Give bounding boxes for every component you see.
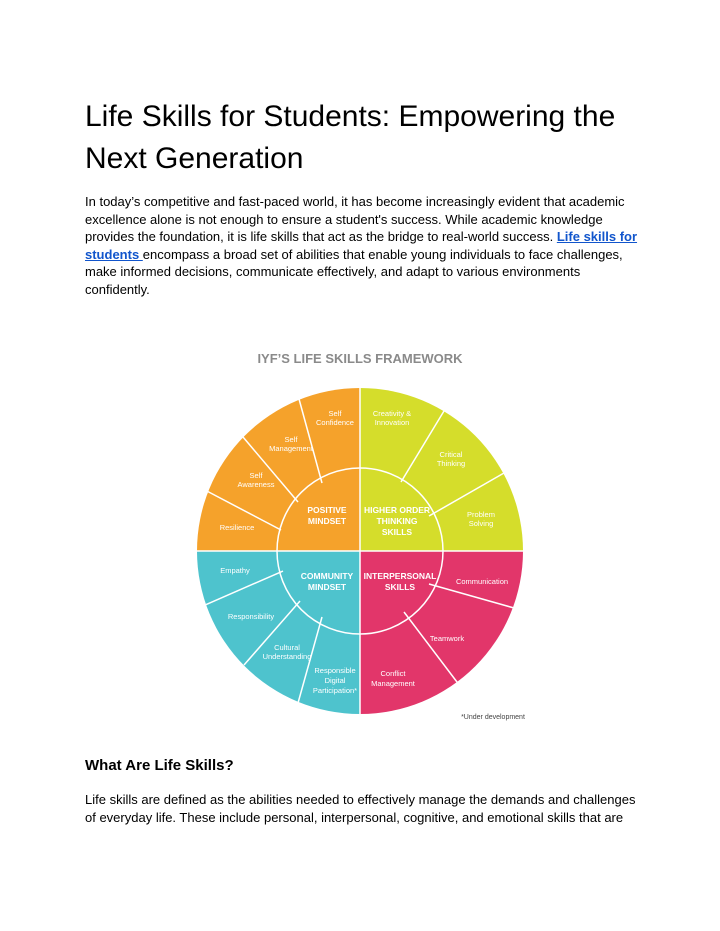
skill-critical-thinking-2: Thinking xyxy=(436,459,466,468)
skill-empathy: Empathy xyxy=(220,566,250,575)
center-community-1: COMMUNITY xyxy=(300,571,354,581)
skill-creativity-1: Creativity & xyxy=(372,409,412,418)
page-title: Life Skills for Students: Empowering the Next Generation xyxy=(85,100,616,175)
center-interpersonal-1: INTERPERSONAL xyxy=(363,571,437,581)
skill-creativity-2: Innovation xyxy=(374,418,410,427)
section-paragraph: Life skills are defined as the abilities needed to effectively manage the demands and challenges of everyday life. These include personal, interpersonal, cognitive, and emotional skills that are xyxy=(85,792,636,825)
life-skills-framework-figure xyxy=(190,340,540,730)
center-positive-1: POSITIVE xyxy=(307,505,347,515)
center-interpersonal-2: SKILLS xyxy=(384,582,416,592)
intro-paragraph xyxy=(85,193,645,298)
skill-self-confidence-2: Confidence xyxy=(316,418,354,427)
skill-self-confidence-1: Self xyxy=(328,409,342,418)
intro-text-before-link: In today’s competitive and fast-paced world, it has become increasingly evident that academic excellence alone is not enough to ensure a student's success. While academic knowledge provides the foundation, it is life skills that act as the bridge to real-world success. xyxy=(85,194,625,244)
skill-critical-thinking-1: Critical xyxy=(439,450,463,459)
framework-title: IYF’S LIFE SKILLS FRAMEWORK xyxy=(257,351,463,366)
center-higher-1: HIGHER ORDER xyxy=(363,505,431,515)
skill-self-management-2: Management xyxy=(269,444,313,453)
skill-cultural-understanding-1: Cultural xyxy=(274,643,300,652)
framework-wheel xyxy=(190,340,540,730)
center-higher-3: SKILLS xyxy=(381,527,413,537)
section-heading: What Are Life Skills? xyxy=(85,757,234,774)
skill-digital-participation-1: Responsible xyxy=(314,666,356,675)
skill-responsibility: Responsibility xyxy=(227,612,275,621)
skill-self-management-1: Self xyxy=(284,435,298,444)
skill-cultural-understanding-2: Understanding xyxy=(262,652,312,661)
skill-self-awareness-1: Self xyxy=(249,471,263,480)
life-skills-link[interactable]: Life skills for students xyxy=(85,229,638,262)
skill-problem-solving-1: Problem xyxy=(467,510,495,519)
skill-conflict-management-1: Conflict xyxy=(380,669,406,678)
skill-communication: Communication xyxy=(455,577,509,586)
intro-text-after-link: encompass a broad set of abilities that enable young individuals to face challenges, make informed decisions, communicate effectively, and adapt to various environments confidently. xyxy=(85,246,623,297)
skill-self-awareness-2: Awareness xyxy=(237,480,275,489)
skill-digital-participation-2: Digital xyxy=(324,676,346,685)
center-positive-2: MINDSET xyxy=(307,516,347,526)
center-higher-2: THINKING xyxy=(376,516,418,526)
skill-resilience: Resilience xyxy=(219,523,255,532)
skill-teamwork: Teamwork xyxy=(429,634,465,643)
center-community-2: MINDSET xyxy=(307,582,347,592)
skill-digital-participation-3: Participation* xyxy=(312,686,358,695)
framework-footnote: *Under development xyxy=(461,714,525,721)
skill-problem-solving-2: Solving xyxy=(468,519,494,528)
skill-conflict-management-2: Management xyxy=(371,679,415,688)
